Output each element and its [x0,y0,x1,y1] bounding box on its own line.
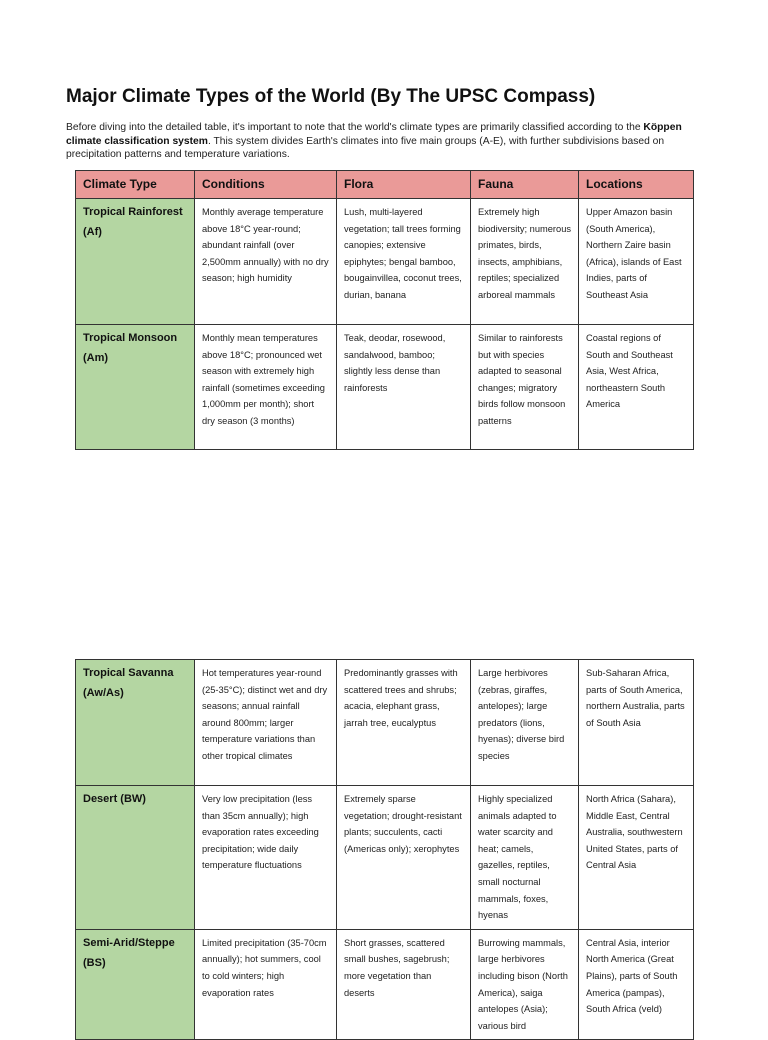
climate-type-cell: Semi-Arid/Steppe (BS) [76,929,195,1040]
conditions-cell: Hot temperatures year-round (25-35°C); distinct wet and dry seasons; annual rainfall around 800mm; larger temperature variations than other tropical climates [195,660,337,786]
header-fauna: Fauna [471,171,579,199]
table-row [76,786,694,930]
climate-type-cell: Desert (BW) [76,786,195,930]
conditions-cell: Very low precipitation (less than 35cm annually); high evaporation rates exceeding precipitation; wide daily temperature fluctuations [195,786,337,930]
table-row [76,660,694,786]
flora-cell: Teak, deodar, rosewood, sandalwood, bamboo; slightly less dense than rainforests [337,325,471,450]
conditions-cell: Monthly average temperature above 18°C year-round; abundant rainfall (over 2,500mm annually) with no dry season; high humidity [195,199,337,325]
climate-table-part2 [75,659,694,1040]
table-row [76,199,694,325]
locations-cell: Sub-Saharan Africa, parts of South America, northern Australia, parts of South Asia [579,660,694,786]
table-row [76,325,694,450]
intro-text-after: . This system divides Earth's climates into five main groups (A-E), with further subdivisions based on precipitation patterns and temperature variations. [66,135,665,161]
locations-cell: North Africa (Sahara), Middle East, Central Australia, southwestern United States, parts of Central Asia [579,786,694,930]
climate-table-part1 [75,170,694,450]
locations-cell: Upper Amazon basin (South America), Northern Zaire basin (Africa), islands of East Indies, parts of Southeast Asia [579,199,694,325]
header-climate-type: Climate Type [76,171,195,199]
flora-cell: Short grasses, scattered small bushes, sagebrush; more vegetation than deserts [337,929,471,1040]
fauna-cell: Burrowing mammals, large herbivores including bison (North America), saiga antelopes (Asia); various bird [471,929,579,1040]
climate-type-cell: Tropical Savanna (Aw/As) [76,660,195,786]
header-conditions: Conditions [195,171,337,199]
locations-cell: Central Asia, interior North America (Great Plains), parts of South America (pampas), South Africa (veld) [579,929,694,1040]
locations-cell: Coastal regions of South and Southeast Asia, West Africa, northeastern South America [579,325,694,450]
fauna-cell: Large herbivores (zebras, giraffes, antelopes); large predators (lions, hyenas); diverse bird species [471,660,579,786]
intro-paragraph [66,121,706,162]
header-locations: Locations [579,171,694,199]
flora-cell: Extremely sparse vegetation; drought-resistant plants; succulents, cacti (Americas only); xerophytes [337,786,471,930]
header-flora: Flora [337,171,471,199]
fauna-cell: Highly specialized animals adapted to water scarcity and heat; camels, gazelles, reptiles, small nocturnal mammals, foxes, hyenas [471,786,579,930]
table-header-row [76,171,694,199]
document-title: Major Climate Types of the World (By The UPSC Compass) [66,86,596,107]
table-row [76,929,694,1040]
intro-text-before: Before diving into the detailed table, it's important to note that the world's climate types are primarily classified according to the [66,122,644,133]
flora-cell: Predominantly grasses with scattered trees and shrubs; acacia, elephant grass, jarrah tree, eucalyptus [337,660,471,786]
climate-type-cell: Tropical Rainforest (Af) [76,199,195,325]
koppen-system-term: Köppen climate classification system [66,122,682,147]
fauna-cell: Extremely high biodiversity; numerous primates, birds, insects, amphibians, reptiles; specialized arboreal mammals [471,199,579,325]
fauna-cell: Similar to rainforests but with species adapted to seasonal changes; migratory birds follow monsoon patterns [471,325,579,450]
conditions-cell: Limited precipitation (35-70cm annually); hot summers, cool to cold winters; high evaporation rates [195,929,337,1040]
flora-cell: Lush, multi-layered vegetation; tall trees forming canopies; extensive epiphytes; bengal bamboo, bougainvillea, coconut trees, durian, banana [337,199,471,325]
climate-type-cell: Tropical Monsoon (Am) [76,325,195,450]
conditions-cell: Monthly mean temperatures above 18°C; pronounced wet season with extremely high rainfall (sometimes exceeding 1,000mm per month); short dry season (3 months) [195,325,337,450]
